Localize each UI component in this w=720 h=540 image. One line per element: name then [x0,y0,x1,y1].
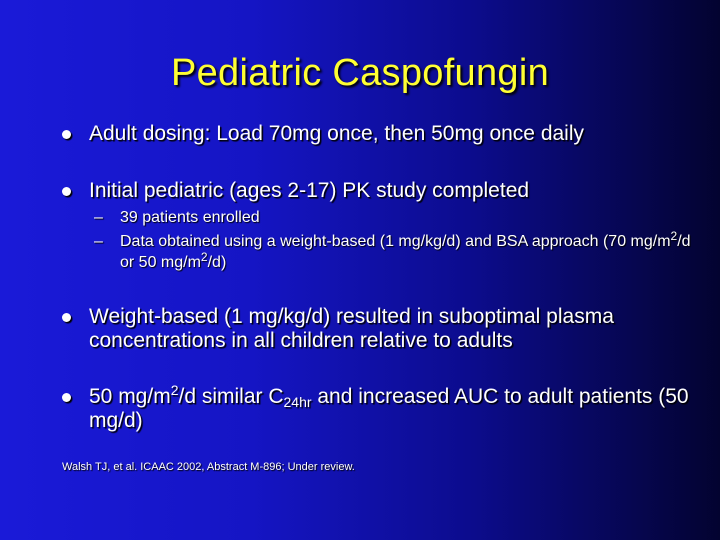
sub-bullet-text: Data obtained using a weight-based (1 mg/kg/d) and BSA approach (70 $mg/m^2/d$ or 50 $mg/m^2/d$) [120,229,691,271]
bullet-adult-dosing [62,122,702,146]
citation: Walsh TJ, et al. ICAAC 2002, Abstract M-896; Under review. [62,461,355,473]
bullet-dot [62,130,71,139]
sub-bullet-patients [94,207,694,228]
bullet-text: Initial pediatric (ages 2-17) PK study completed [89,179,530,202]
bullet-text: Weight-based (1 mg/kg/d) resulted in suboptimal plasma concentrations in all children relative to adults [89,305,614,352]
dash-marker: – [94,233,103,250]
bullet-weight-based [62,305,702,353]
sub-bullet-data-approach [94,231,694,273]
slide-title: Pediatric Caspofungin [170,52,550,94]
bullet-pediatric-study [62,179,702,203]
bullet-text: 50 $mg/m^2/d$ similar C24hr and increased AUC to adult patients (50 mg/d) [89,382,689,432]
bullet-bsa-result [62,382,702,433]
bullet-dot [62,187,71,196]
sub-bullet-text: 39 patients enrolled [120,209,260,226]
bullet-text: Adult dosing: Load 70mg once, then 50mg once daily [89,122,585,145]
dash-marker: – [94,209,103,226]
bullet-dot [62,313,71,322]
bullet-dot [62,393,71,402]
